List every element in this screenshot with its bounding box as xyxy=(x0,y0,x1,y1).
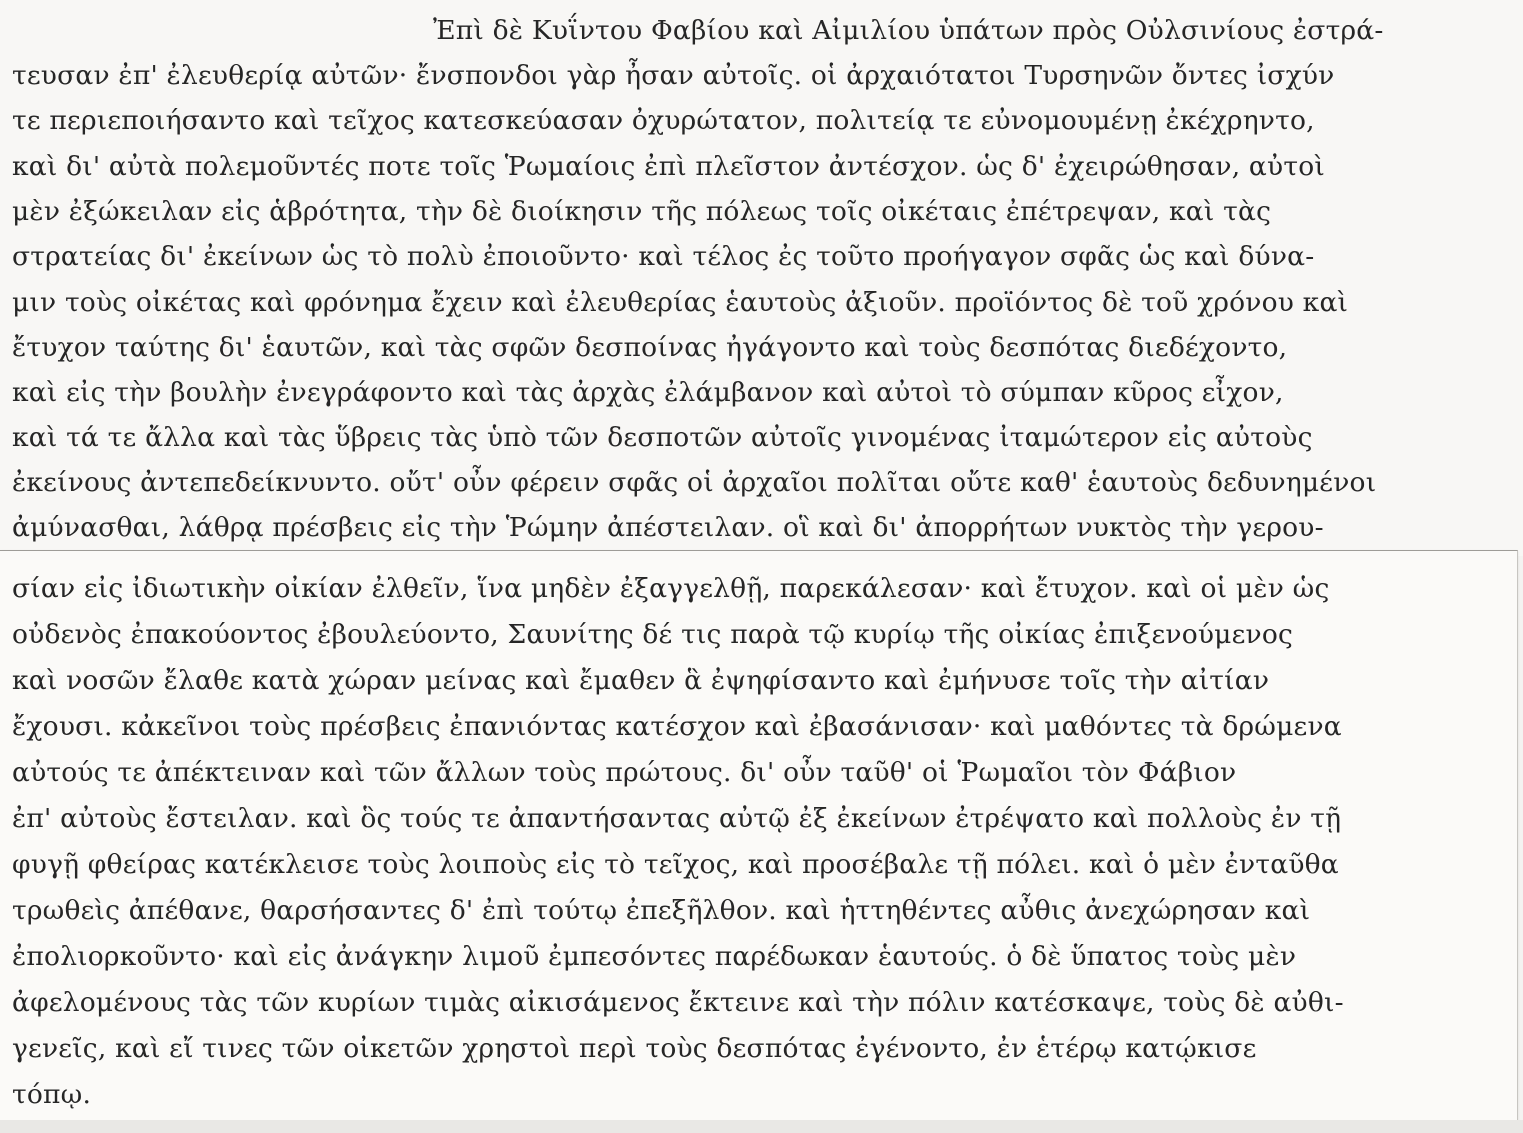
text-line: σίαν εἰς ἰδιωτικὴν οἰκίαν ἐλθεῖν, ἵνα μηδὲν ἐξαγγελθῇ, παρεκάλεσαν· καὶ ἔτυχον. καὶ οἱ μὲν ὡς xyxy=(12,573,1330,604)
text-line: Ἐπὶ δὲ Κυΐντου Φαβίου καὶ Αἰμιλίου ὑπάτων πρὸς Οὐλσινίους ἐστρά- xyxy=(433,15,1384,46)
underlying-page-edge xyxy=(0,1120,1523,1133)
text-line: μιν τοὺς οἰκέτας καὶ φρόνημα ἔχειν καὶ ἐλευθερίας ἑαυτοὺς ἀξιοῦν. προϊόντος δὲ τοῦ χρόνου καὶ xyxy=(12,287,1349,318)
text-line: καὶ νοσῶν ἔλαθε κατὰ χώραν μείνας καὶ ἔμαθεν ἃ ἐψηφίσαντο καὶ ἐμήνυσε τοῖς τὴν αἰτίαν xyxy=(12,665,1270,696)
upper-page-fragment xyxy=(0,0,1523,556)
text-line: ἔτυχον ταύτης δι' ἑαυτῶν, καὶ τὰς σφῶν δεσποίνας ἠγάγοντο καὶ τοὺς δεσπότας διεδέχοντο, xyxy=(12,332,1288,363)
text-line: ἀφελομένους τὰς τῶν κυρίων τιμὰς αἰκισάμενος ἔκτεινε καὶ τὴν πόλιν κατέσκαψε, τοὺς δὲ αὐθι- xyxy=(12,987,1344,1018)
text-line: φυγῇ φθείρας κατέκλεισε τοὺς λοιποὺς εἰς τὸ τεῖχος, καὶ προσέβαλε τῇ πόλει. καὶ ὁ μὲν ἐνταῦθα xyxy=(12,849,1339,880)
text-line: γενεῖς, καὶ εἴ τινες τῶν οἰκετῶν χρηστοὶ περὶ τοὺς δεσπότας ἐγένοντο, ἐν ἑτέρῳ κατῴκισε xyxy=(12,1033,1257,1064)
text-line: ἐπ' αὐτοὺς ἔστειλαν. καὶ ὃς τούς τε ἀπαντήσαντας αὐτῷ ἐξ ἐκείνων ἐτρέψατο καὶ πολλοὺς ἐν τῇ xyxy=(12,803,1342,834)
text-line: ἐπολιορκοῦντο· καὶ εἰς ἀνάγκην λιμοῦ ἐμπεσόντες παρέδωκαν ἑαυτούς. ὁ δὲ ὕπατος τοὺς μὲν xyxy=(12,941,1297,972)
text-line: καὶ δι' αὐτὰ πολεμοῦντές ποτε τοῖς Ῥωμαίοις ἐπὶ πλεῖστον ἀντέσχον. ὡς δ' ἐχειρώθησαν, αὐτοὶ xyxy=(12,151,1325,182)
text-line: καὶ τά τε ἄλλα καὶ τὰς ὕβρεις τὰς ὑπὸ τῶν δεσποτῶν αὐτοῖς γινομένας ἰταμώτερον εἰς αὐτοὺς xyxy=(12,422,1313,453)
text-line: οὐδενὸς ἐπακούοντος ἐβουλεύοντο, Σαυνίτης δέ τις παρὰ τῷ κυρίῳ τῆς οἰκίας ἐπιξενούμενος xyxy=(12,619,1294,650)
text-line: μὲν ἐξώκειλαν εἰς ἁβρότητα, τὴν δὲ διοίκησιν τῆς πόλεως τοῖς οἰκέταις ἐπέτρεψαν, καὶ τὰς xyxy=(12,196,1272,227)
text-line: ἔχουσι. κἀκεῖνοι τοὺς πρέσβεις ἐπανιόντας κατέσχον καὶ ἐβασάνισαν· καὶ μαθόντες τὰ δρώμενα xyxy=(12,711,1342,742)
text-line: ἀμύνασθαι, λάθρᾳ πρέσβεις εἰς τὴν Ῥώμην ἀπέστειλαν. οἳ καὶ δι' ἀπορρήτων νυκτὸς τὴν γερου- xyxy=(12,512,1324,543)
text-line: τε περιεποιήσαντο καὶ τεῖχος κατεσκεύασαν ὀχυρώτατον, πολιτείᾳ τε εὐνομουμένῃ ἐκέχρηντο, xyxy=(12,105,1315,136)
text-line: τρωθεὶς ἀπέθανε, θαρσήσαντες δ' ἐπὶ τούτῳ ἐπεξῆλθον. καὶ ἡττηθέντες αὖθις ἀνεχώρησαν καὶ xyxy=(12,895,1311,926)
text-line: αὐτούς τε ἀπέκτειναν καὶ τῶν ἄλλων τοὺς πρώτους. δι' οὖν ταῦθ' οἱ Ῥωμαῖοι τὸν Φάβιον xyxy=(12,757,1237,788)
text-line: τευσαν ἐπ' ἐλευθερίᾳ αὐτῶν· ἔνσπονδοι γὰρ ἦσαν αὐτοῖς. οἱ ἀρχαιότατοι Τυρσηνῶν ὄντες ἰσχύν xyxy=(12,60,1335,91)
text-line: καὶ εἰς τὴν βουλὴν ἐνεγράφοντο καὶ τὰς ἀρχὰς ἐλάμβανον καὶ αὐτοὶ τὸ σύμπαν κῦρος εἶχον, xyxy=(12,377,1284,408)
text-line: τόπῳ. xyxy=(12,1079,92,1110)
text-line: στρατείας δι' ἐκείνων ὡς τὸ πολὺ ἐποιοῦντο· καὶ τέλος ἐς τοῦτο προήγαγον σφᾶς ὡς καὶ δύνα- xyxy=(12,241,1315,272)
text-line: ἐκείνους ἀντεπεδείκνυντο. οὔτ' οὖν φέρειν σφᾶς οἱ ἀρχαῖοι πολῖται οὔτε καθ' ἑαυτοὺς δεδυνημένοι xyxy=(12,467,1377,498)
lower-page-fragment xyxy=(0,550,1518,1122)
